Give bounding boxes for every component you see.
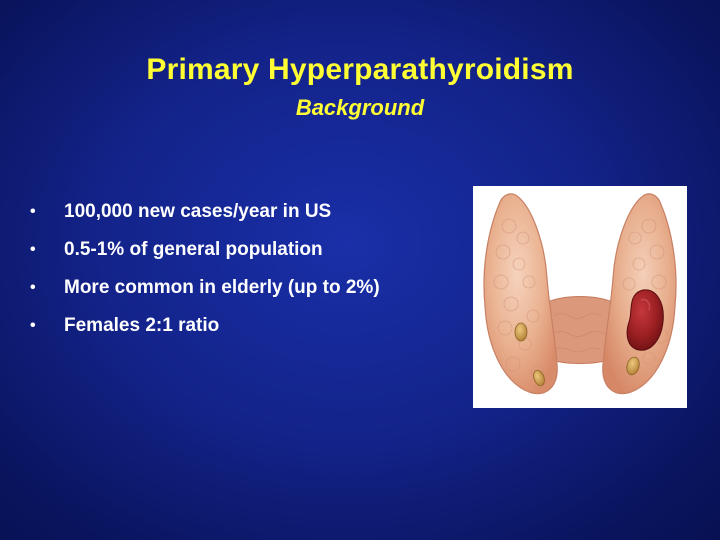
thyroid-illustration-svg <box>473 186 687 408</box>
bullet-item <box>30 200 470 238</box>
bullet-text: 100,000 new cases/year in US <box>64 201 332 222</box>
bullet-text: 0.5-1% of general population <box>64 239 323 260</box>
thyroid-left-lobe <box>484 194 557 394</box>
bullet-text: More common in elderly (up to 2%) <box>64 277 380 298</box>
bullet-list <box>30 200 470 352</box>
parathyroid-gland-upper-left <box>515 323 527 341</box>
thyroid-illustration <box>473 186 687 408</box>
bullet-item <box>30 276 470 314</box>
bullet-marker: • <box>30 241 36 258</box>
slide-subtitle: Background <box>295 95 425 120</box>
bullet-item <box>30 314 470 352</box>
bullet-marker: • <box>30 203 36 220</box>
bullet-item <box>30 238 470 276</box>
bullet-marker: • <box>30 317 36 334</box>
slide-title: Primary Hyperparathyroidism <box>146 53 574 86</box>
bullet-marker: • <box>30 279 36 296</box>
bullet-text: Females 2:1 ratio <box>64 315 220 336</box>
